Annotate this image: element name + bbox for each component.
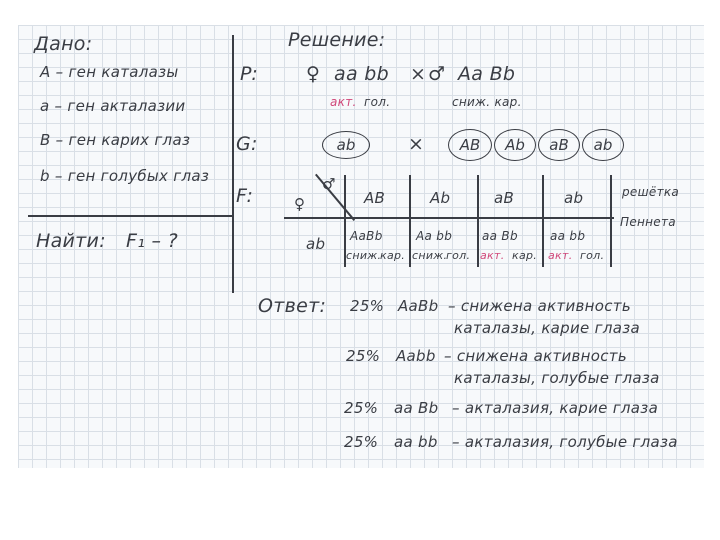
punnett-cell-3-pheno-b: кар. [512,249,538,262]
vertical-divider [232,35,234,293]
p-cross: × [410,63,427,85]
g-label: G: [236,133,258,155]
answer-4-genotype: аа bb [394,433,438,451]
punnett-cell-4-pheno-b: гол. [580,249,605,262]
gamete-male-1: AB [448,129,492,161]
notebook-sheet [18,25,704,468]
answer-1-percent: 25% [350,297,385,315]
p-male-pheno: сниж. кар. [452,95,522,109]
punnett-cell-1-pheno-a: сниж. [346,249,382,262]
punnett-note-1: решётка [622,185,680,199]
given-divider [28,215,234,217]
answer-1-genotype: АаВb [398,297,439,315]
answer-4-percent: 25% [344,433,379,451]
solution-title: Решение: [288,29,386,51]
punnett-hline [284,217,614,219]
given-line-3: В – ген карих глаз [40,131,191,149]
gamete-male-4: ab [582,129,624,161]
punnett-cell-4-genotype: аа bb [550,229,586,243]
punnett-cell-3-pheno-a: акт. [480,249,505,262]
given-line-2: а – ген акталазии [40,97,186,115]
punnett-vline-4 [610,175,612,267]
p-female-symbol: ♀ [306,63,321,85]
punnett-cell-4-pheno-a: акт. [548,249,573,262]
answer-3-text1: – акталазия, карие глаза [452,399,659,417]
punnett-cell-1-pheno-b: кар. [380,249,406,262]
punnett-vline-3 [542,175,544,267]
answer-3-genotype: аа Вb [394,399,439,417]
p-label: P: [240,63,259,85]
punnett-col-header-1: AB [364,189,386,207]
punnett-note-2: Пеннета [620,215,676,229]
punnett-col-header-4: ab [564,189,584,207]
p-female-pheno-b: гол. [364,95,391,109]
punnett-cell-2-genotype: Аа bb [416,229,453,243]
answer-2-text1: – снижена активность [444,347,627,365]
gamete-male-2: Ab [494,129,536,161]
gamete-female: ab [322,131,370,159]
answer-2-percent: 25% [346,347,381,365]
punnett-col-header-2: Ab [430,189,451,207]
f-label: F: [236,185,254,207]
p-male-genotype: Аа Вb [458,63,516,85]
punnett-cell-1-genotype: АаBb [350,229,383,243]
punnett-cell-3-genotype: аа Bb [482,229,518,243]
punnett-female-symbol: ♀ [294,195,306,213]
punnett-male-symbol: ♂ [322,175,336,193]
answer-2-genotype: Ааbb [396,347,436,365]
punnett-col-header-3: aB [494,189,515,207]
p-female-genotype: аа bb [334,63,389,85]
find-label: Найти: [36,230,106,252]
find-target: F₁ – ? [126,230,179,252]
p-female-pheno-a: акт. [330,95,357,109]
answer-label: Ответ: [258,295,327,317]
answer-1-text1: – снижена активность [448,297,631,315]
punnett-vline-2 [477,175,479,267]
gamete-male-3: aB [538,129,580,161]
punnett-vline-1 [409,175,411,267]
punnett-cell-2-pheno-b: гол. [446,249,471,262]
given-line-1: А – ген каталазы [40,63,179,81]
answer-1-text2: каталазы, карие глаза [454,319,640,337]
p-male-symbol: ♂ [428,63,446,85]
punnett-row-header: ab [306,235,326,253]
given-title: Дано: [34,33,93,55]
answer-2-text2: каталазы, голубые глаза [454,369,660,387]
punnett-cell-2-pheno-a: сниж. [412,249,448,262]
given-line-4: b – ген голубых глаз [40,167,210,185]
answer-4-text1: – акталазия, голубые глаза [452,433,678,451]
answer-3-percent: 25% [344,399,379,417]
g-cross: × [408,133,425,155]
